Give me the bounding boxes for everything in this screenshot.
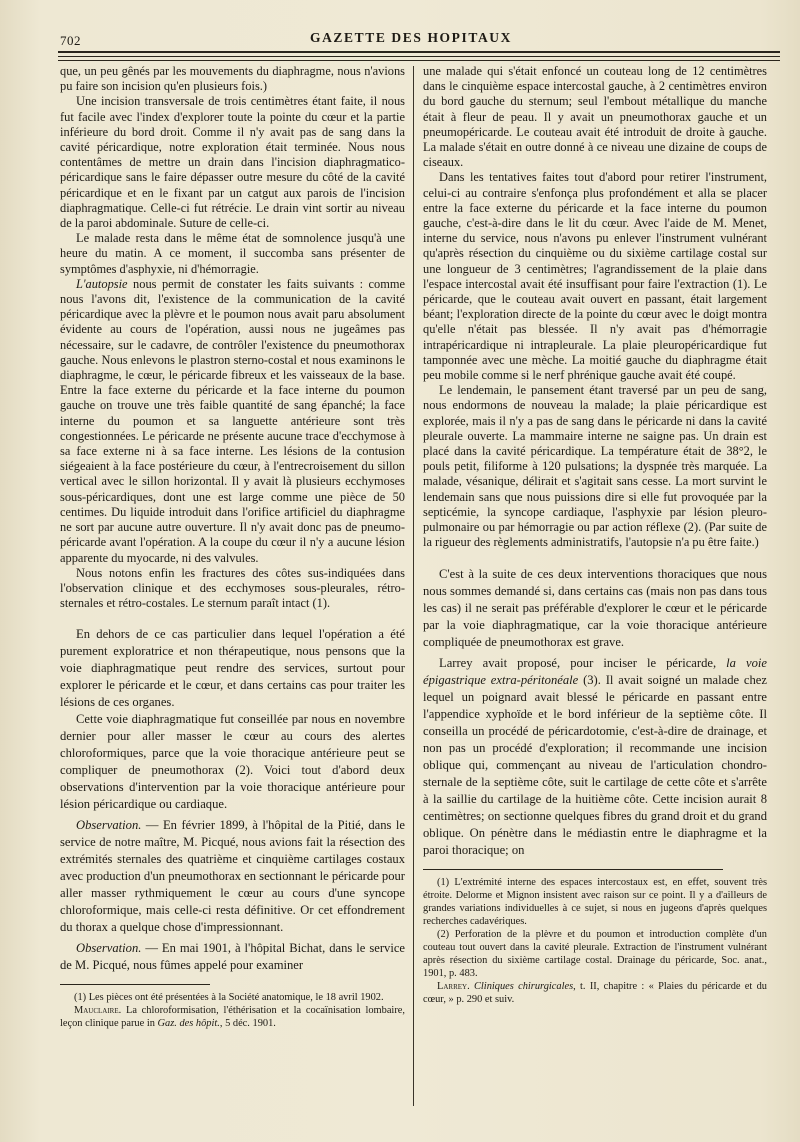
paragraph: C'est à la suite de ces deux interventions thoraciques que nous nous sommes demandé si, dans certains cas (mais non pas dans tous les cas) il ne serait pas préférable d'explorer le cœur et le péricarde par la voie diaphragmatique, car la voie thoracique antérieure compliquée de pneumothorax est grave. (423, 566, 767, 649)
footnote-rule (60, 984, 210, 985)
footnote-rule (423, 869, 723, 870)
paragraph-text: nous permit de constater les faits suivants : comme nous l'avons dit, l'existence de la communication de la cavité péricardique avec la plèvre et le poumon nous avait paru absolument évidente au cours de l'opération, aussi nous ne jugeâmes pas nécessaire, sur le cadavre, de contrôler l'existence du pneumothorax gauche. Nous enlevons le plastron sterno-costal et nous examinons le diaphragme, le cœur, le péricarde fibreux et les vaisseaux de la base. Entre la face externe du péricarde et la face interne du poumon gauche on trouve une très faible quantité de sang épanché; la face interne du poumon et sa languette antérieure sont très congestionnées. Le péricarde ne présente aucune trace d'ecchymose à sa face externe ni à sa face interne. Les lésions de la contusion siégeaient à la face postérieure du cœur, à l'entrecroisement du sillon vertical avec le sillon horizontal. Il y avait là plusieurs ecchymoses sous-péricardiques, dont une est large comme une pièce de 50 centimes. Du liquide introduit dans l'orifice artificiel du diaphragme ne sort par aucune autre ouverture. Il n'y avait donc pas de pneumo-péricarde avant l'opération. A la coupe du cœur il n'y a aucune lésion apparente du myocarde, ni des valvules. (60, 276, 405, 565)
author-name: Mauclaire (74, 1005, 119, 1017)
paragraph (60, 817, 405, 936)
author-name: Larrey (437, 980, 468, 992)
right-column (423, 64, 767, 1006)
observation-heading: Observation. (76, 818, 142, 833)
paragraph: Cette voie diaphragmatique fut conseillée par nous en novembre dernier pour aller masser le cœur au cours des alertes chloroformiques, parce que la voie thoracique antérieure peut se compliquer de pneumothorax (2). Voici tout d'abord deux observations d'intervention par la voie thoracique antérieure pour lésion péricardique ou cardiaque. (60, 712, 405, 812)
journal-ref: Gaz. des hôpit. (157, 1018, 220, 1030)
footnote: (1) L'extrémité interne des espaces intercostaux est, en effet, souvent très étroite. Delorme et Mignon insistent avec raison sur ce point. Il y a d'ailleurs de grandes variations individuelles à ce sujet, si nous en jugeons d'après quelques recherches cadavériques. (423, 876, 767, 927)
paragraph: Une incision transversale de trois centimètres étant faite, il nous fut facile avec l'index d'explorer toute la pointe du cœur et la partie inférieure du bord droit. Comme il n'y avait pas de sang dans la cavité péricardique, notre exploration était terminée. Nous nous contentâmes de mettre un drain dans l'incision diaphragmatico-péricardique sans le faire dépasser outre mesure du côté de la cavité péricardique et en le fixant par un catgut aux parois de l'incision diaphragmatique. Celle-ci fut rétrécie. Le drain vint sortir au niveau de la paroi abdominale. Suture de celle-ci. (60, 94, 405, 231)
italic-term: L'autopsie (76, 276, 128, 291)
paragraph: Le lendemain, le pansement étant traversé par un peu de sang, nous endormons de nouveau la malade; la plaie péricardique est explorée, mais il n'y a pas de sang dans le péricarde ni dans la cavité pleurale ouverte. La mammaire interne ne saigne pas. Un drain est placé dans la cavité péricardique. La température était de 38°2, le pouls petit, filiforme à 120 pulsations; la dyspnée très marquée. La malade, vésanique, délirait et s'agitait sans cesse. La mort survint le lendemain sans que nous puissions dire si elle fut provoquée par la septicémie, la syncope cardiaque, l'asphyxie par lésion pleuro-pulmonaire ou par hémorragie ou par action réflexe (2). (Par suite de la rigueur des règlements administratifs, l'autopsie n'a pu être faite.) (423, 383, 767, 550)
paragraph-text: — En février 1899, à l'hôpital de la Pitié, dans le service de notre maître, M. Picqué, nous avions fait la résection des extrémités sternales des quatrième et cinquième cartilages costaux avec production d'un pneumothorax en sectionnant le péricarde pour aller masser rythmiquement le cœur au cours d'une syncope chloroformique, mais celle-ci resta définitive. Or cet effondrement du thorax a quelque chose d'impressionnant. (60, 818, 405, 935)
header-rule (58, 60, 780, 61)
footnote (423, 980, 767, 1006)
paragraph (423, 655, 767, 859)
page-number: 702 (60, 33, 81, 48)
italic-term: la voie épigastrique extra-péritonéale (423, 655, 767, 687)
paragraph-text: Larrey avait proposé, pour inciser le péricarde, (439, 655, 727, 670)
journal-title: GAZETTE DES HOPITAUX (309, 30, 513, 45)
footnotes (60, 991, 405, 1030)
paragraph: En dehors de ce cas particulier dans lequel l'opération a été purement exploratrice et non thérapeutique, nous pensons que la voie diaphragmatique peut rendre des services, surtout pour explorer le péricarde et le cœur, et dans certains cas pour traiter les lésions de ces organes. (60, 627, 405, 710)
paragraph-text: — En mai 1901, à l'hôpital Bichat, dans le service de M. Picqué, nous fûmes appelé pour examiner (60, 941, 405, 973)
footnote-text: , 5 déc. 1901. (219, 1018, 276, 1030)
header-rule (58, 51, 780, 53)
paragraph (60, 940, 405, 974)
paragraph: que, un peu gênés par les mouvements du diaphragme, nous n'avions pu faire son incision qu'en plusieurs fois.) (60, 64, 405, 94)
paragraph: Nous notons enfin les fractures des côtes sus-indiquées dans l'observation clinique et des ecchymoses sous-pleurales, rétro-sternales et rétro-costales. Le sternum paraît intact (1). (60, 565, 405, 611)
footnotes (423, 876, 767, 1006)
footnote: (1) Les pièces ont été présentées à la Société anatomique, le 18 avril 1902. (74, 992, 384, 1004)
book-title: Cliniques chirurgicales (473, 980, 574, 992)
paragraph: une malade qui s'était enfoncé un couteau long de 12 centimètres dans le cinquième espace intercostal gauche, à 2 centimètres environ du bord gauche du sternum; seul l'embout métallique du manche était à fleur de peau. Il y avait un pneumothorax gauche et un pneumopéricarde. Le couteau avait été introduit de droite à gauche. La malade s'était en outre donné à ce niveau une dizaine de coups de ciseaux. (423, 64, 767, 170)
header-rule (58, 56, 780, 57)
observation-heading: Observation. (76, 941, 142, 956)
footnote-text: . (467, 980, 474, 992)
paragraph-text: (3). Il avait soigné un malade chez lequel un poignard avait blessé le péricarde en passant entre l'appendice xyphoïde et le bord inférieur de la septième côte. Il conseilla un procédé de péricardotomie, c'est-à-dire de drainage, et non pas un procédé d'exploration; il recommande une incision oblique qui, commençant au niveau de l'articulation chondro-sternale de la septième côte, suit le cartilage de cette côte et s'arrête à la saillie du cartilage de la huitième côte. Cette incision aurait 8 centimètres; on sectionne quelques fibres du grand droit et du grand oblique. On pénètre dans le médiastin entre le diaphragme et la paroi thoracique; on (423, 672, 767, 857)
column-divider (413, 66, 414, 1106)
footnote-text: , t. II, chapitre : « Plaies du péricarde et du cœur, » p. 290 et suiv. (423, 980, 767, 1005)
footnote: (2) Perforation de la plèvre et du poumon et introduction complète d'un couteau tout ouvert dans la cavité pleurale. Extraction de l'instrument vulnérant après résection du sixième cartilage costal. Drainage du péricarde, Soc. anat., 1901, p. 483. (423, 928, 767, 979)
running-head (40, 27, 782, 49)
paragraph: Dans les tentatives faites tout d'abord pour retirer l'instrument, celui-ci au contraire s'enfonça plus profondément et alla se placer entre la face externe du péricarde et la face interne du poumon gauche, c'est-à-dire dans le lit du cœur. Avec l'aide de M. Menet, interne du service, nous n'avons pu enlever l'instrument vulnérant qu'après résection du cinquième ou du sixième cartilage costal sur une longueur de 3 centimètres; l'agrandissement de la plaie dans l'espace intercostal avait été insuffisant pour faire l'extraction (1). Le péricarde, que le couteau avait ouvert en passant, était largement béant; l'exploration directe de la pointe du cœur avec le doigt montra qu'elle n'était pas blessée. Il n'y avait pas d'hémorragie intrapéricardique ni intrapleurale. La plaie pleuropéricardique fut tamponnée avec une mèche. La moitié gauche du diaphragme était peu mobile comme si le nerf phrénique gauche avait été coupé. (423, 170, 767, 383)
left-column (60, 64, 405, 1030)
footnote-text: . La chloroformisation, l'éthérisation et la cocaïnisation lombaire, leçon clinique parue in (60, 1005, 405, 1030)
paragraph: Le malade resta dans le même état de somnolence jusqu'à une heure du matin. A ce moment, il succomba sans présenter de symptômes d'asphyxie, ni d'hémorragie. (60, 231, 405, 276)
paragraph (60, 277, 405, 566)
footnote (60, 1004, 405, 1030)
